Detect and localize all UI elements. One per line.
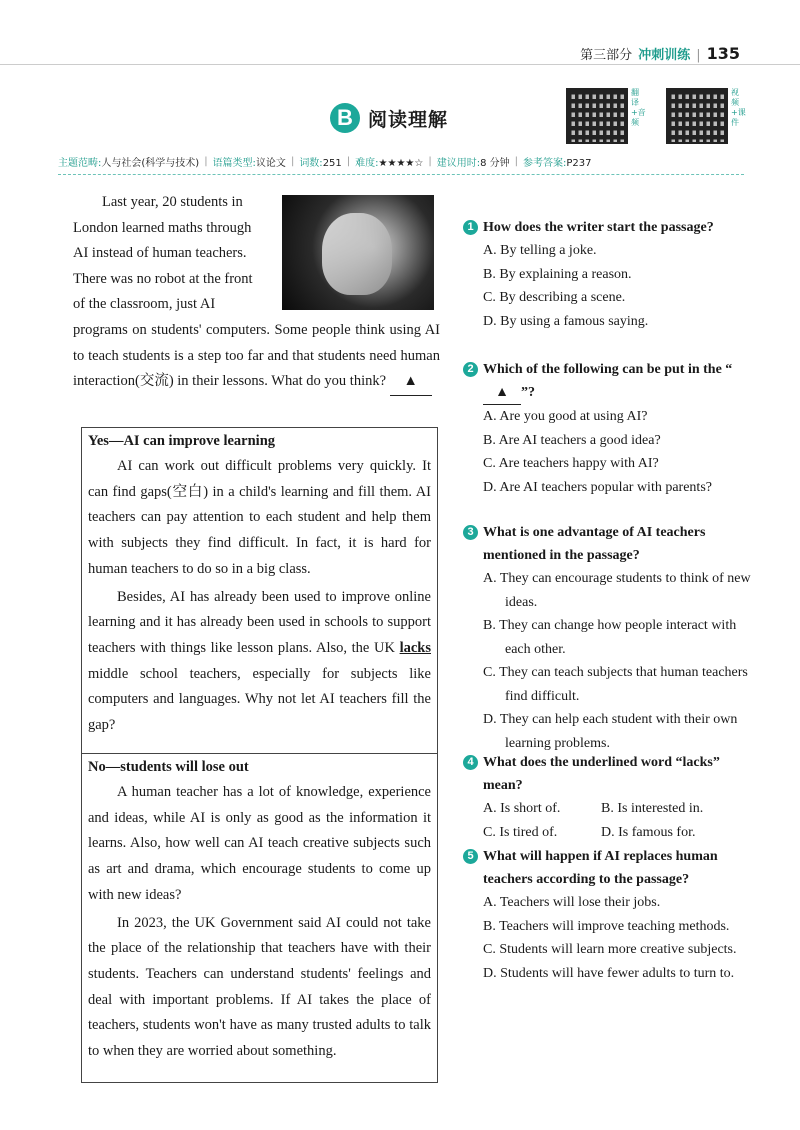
option-row: [463, 821, 753, 845]
qr-label: 视频+课件: [731, 88, 746, 127]
option[interactable]: D. Are AI teachers popular with parents?: [483, 479, 712, 495]
no-box: [81, 753, 438, 1083]
option[interactable]: C. Are teachers happy with AI?: [483, 456, 659, 471]
qr-code-icon[interactable]: [666, 88, 728, 144]
question-2: [463, 358, 753, 499]
option[interactable]: B. By explaining a reason.: [483, 266, 632, 282]
page-header: [580, 44, 740, 63]
question-stem: How does the writer start the passage?: [483, 220, 714, 235]
header-divider: |: [696, 48, 701, 63]
option[interactable]: D. Students will have fewer adults to turn to.: [483, 965, 735, 981]
meta-item: 语篇类型:议论文: [212, 158, 286, 169]
intro-wrap-lines: [73, 190, 278, 318]
option-row: [463, 797, 753, 821]
question-4: [463, 751, 753, 844]
option[interactable]: A. They can encourage students to think of new ideas.: [483, 571, 751, 610]
option[interactable]: B. Is interested in.: [601, 801, 704, 816]
question-stem: Which of the following can be put in the “▲ ”?: [483, 358, 753, 405]
qr-label: 翻译+音频: [631, 88, 646, 127]
yes-heading: Yes—AI can improve learning: [88, 433, 276, 449]
question-5: [463, 845, 753, 985]
question-number: 2: [463, 362, 478, 377]
section-name: 阅读理解: [368, 108, 449, 131]
meta-item: 难度:★★★★☆: [355, 158, 424, 169]
intro-line: Last year, 20 students in: [102, 194, 243, 210]
intro-rest-text: programs on students' computers. Some people think using AI to teach students is a step too far and that students need human interaction(交流) in their lessons. What do you think?: [73, 322, 440, 389]
option[interactable]: A. Teachers will lose their jobs.: [483, 895, 661, 910]
option[interactable]: C. By describing a scene.: [483, 290, 626, 305]
question-stem: What does the underlined word “lacks” mean?: [483, 755, 720, 793]
question-number: 4: [463, 755, 478, 770]
qr-block-left: [566, 88, 646, 144]
option[interactable]: C. They can teach subjects that human teachers find difficult.: [483, 665, 748, 704]
header-rule: [0, 64, 800, 65]
meta-rule: [58, 174, 744, 175]
question-number: 5: [463, 849, 478, 864]
intro-line: London learned maths through: [73, 219, 252, 236]
question-number: 3: [463, 525, 478, 540]
intro-rest: [73, 318, 440, 396]
option[interactable]: C. Is tired of.: [483, 824, 558, 840]
no-heading: No—students will lose out: [88, 759, 249, 775]
question-stem: What will happen if AI replaces human teachers according to the passage?: [483, 849, 718, 887]
meta-bar: 主题范畴:人与社会(科学与技术) | 语篇类型:议论文 | 词数:251 | 难度:★★★★☆ | 建议用时:8 分钟 | 参考答案:P237: [58, 156, 592, 169]
intro-line: of the classroom, just AI: [73, 296, 216, 312]
no-paragraph-1: A human teacher has a lot of knowledge, experience and ideas, while AI is only as good as the information it learns. Also, how well can AI teach creative subjects such as art and drama, which encourage students to come up with new ideas?: [88, 784, 431, 903]
qr-block-right: [666, 88, 746, 144]
meta-item: 参考答案:P237: [523, 158, 592, 169]
yes-paragraph-2: Besides, AI has already been used to improve online learning and it has already been used in schools to support teachers with things like lesson plans. Also, the UK lacks middle school teachers, especially for subjects like computers and languages. Why not let AI teachers fill the gap?: [88, 588, 431, 734]
intro-line: There was no robot at the front: [73, 270, 253, 287]
answer-blank: ▲: [483, 381, 521, 405]
answer-blank: ▲: [390, 369, 432, 396]
question-number: 1: [463, 220, 478, 235]
question-3: [463, 521, 753, 755]
qr-code-icon[interactable]: [566, 88, 628, 144]
no-paragraph-2: In 2023, the UK Government said AI could not take the place of the relationship that teachers have with their students. Teachers can understand students' feelings and deal with important problems. If AI takes the place of teachers, students won't have as many trusted adults to talk to when they are worried about something.: [88, 914, 431, 1060]
ai-robot-image: [282, 195, 434, 310]
question-stem: What is one advantage of AI teachers mentioned in the passage?: [483, 525, 706, 563]
meta-item: 建议用时:8 分钟: [436, 158, 510, 169]
option[interactable]: D. They can help each student with their own learning problems.: [483, 712, 738, 751]
option[interactable]: A. Is short of.: [483, 801, 561, 816]
meta-item: 词数:251: [299, 158, 342, 169]
yes-box: [81, 427, 438, 754]
option[interactable]: A. Are you good at using AI?: [483, 409, 648, 424]
option[interactable]: D. Is famous for.: [601, 824, 696, 840]
option[interactable]: B. Are AI teachers a good idea?: [483, 432, 661, 448]
option[interactable]: C. Students will learn more creative subjects.: [483, 942, 737, 957]
page-number: 135: [706, 44, 740, 63]
option[interactable]: B. They can change how people interact with each other.: [483, 618, 737, 657]
section-title: [330, 103, 448, 133]
option[interactable]: A. By telling a joke.: [483, 243, 597, 258]
part-label: 第三部分: [580, 48, 633, 63]
sprint-label: 冲刺训练: [638, 48, 691, 63]
option[interactable]: D. By using a famous saying.: [483, 313, 649, 329]
meta-item: 主题范畴:人与社会(科学与技术): [58, 158, 200, 169]
intro-line: AI instead of human teachers.: [73, 245, 247, 261]
section-badge: B: [330, 103, 360, 133]
question-1: [463, 216, 753, 333]
option[interactable]: B. Teachers will improve teaching methods.: [483, 918, 730, 934]
underlined-word: lacks: [399, 639, 431, 656]
yes-paragraph-1: AI can work out difficult problems very quickly. It can find gaps(空白) in a child's learning and fill them. AI teachers can pay attention to each student and help them with subjects they find difficult. In fact, it is hard for human teachers to do so in a big class.: [88, 458, 431, 577]
